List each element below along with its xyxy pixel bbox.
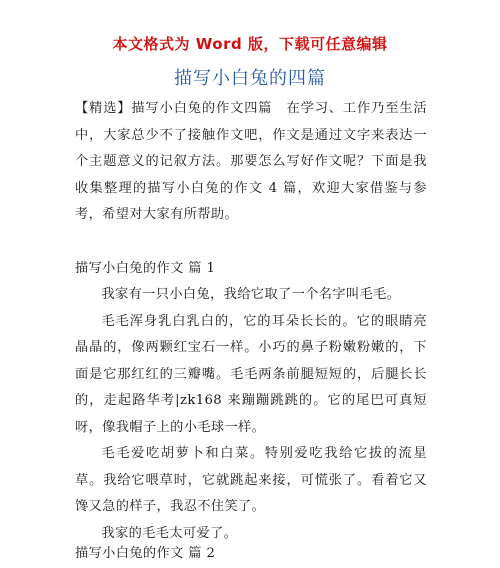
article-1-paragraph: 我家的毛毛太可爱了。	[101, 525, 238, 541]
article-2-heading: 描写小白兔的作文 篇 2	[75, 546, 216, 561]
article-1-paragraph: 我家有一只小白兔，我给它取了一个名字叫毛毛。	[101, 287, 401, 302]
intro-section	[75, 96, 427, 229]
document-title: 描写小白兔的四篇	[174, 68, 326, 89]
intro-paragraph: 【精选】描写小白兔的作文四篇 在学习、工作乃至生活中，大家总少不了接触作文吧，作文是通过文字来表达一个主题意义的记叙方法。那要怎么写好作文呢？下面是我收集整理的描写小白兔的作文 4 篇，欢迎大家借鉴与参考，希望对大家有所帮助。	[75, 101, 427, 222]
article-1-paragraph: 毛毛爱吃胡萝卜和白菜。特别爱吃我给它拔的流星草。我给它喂草时，它就跳起来接，可慌张了。看着它又馋又急的样子，我忍不住笑了。	[75, 446, 427, 514]
article-1-body	[75, 282, 427, 547]
article-1-heading: 描写小白兔的作文 篇 1	[75, 261, 216, 276]
article-1-paragraph: 毛毛浑身乳白乳白的，它的耳朵长长的。它的眼睛亮晶晶的，像两颗红宝石一样。小巧的鼻子粉嫩粉嫩的，下面是它那红红的三瓣嘴。毛毛两条前腿短短的，后腿长长的，走起路华考|zk168 来蹦蹦跳跳的。它的尾巴可真短呀，像我帽子上的小毛球一样。	[75, 313, 427, 435]
format-banner: 本文格式为 Word 版，下载可任意编辑	[112, 35, 388, 53]
